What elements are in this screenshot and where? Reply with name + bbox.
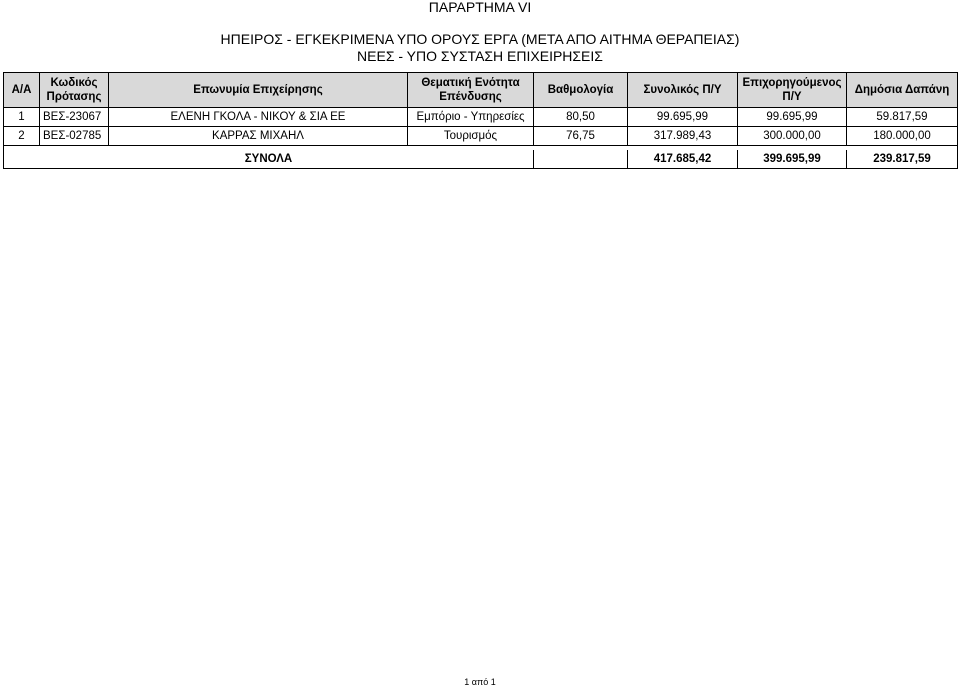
cell-aa: 2 — [4, 127, 40, 146]
header-public-expense: Δημόσια Δαπάνη — [847, 73, 958, 108]
cell-subsidized-budget: 300.000,00 — [738, 127, 847, 146]
cell-business-name: ΕΛΕΝΗ ΓΚΟΛΑ - ΝΙΚΟΥ & ΣΙΑ ΕΕ — [109, 108, 408, 127]
header-subsidized-line1: Επιχορηγούμενος — [742, 77, 842, 89]
header-code — [40, 73, 109, 108]
cell-theme: Εμπόριο - Υπηρεσίες — [408, 108, 534, 127]
document-subtitle-line1: ΗΠΕΙΡΟΣ - ΕΓΚΕΚΡΙΜΕΝΑ ΥΠΟ ΟΡΟΥΣ ΕΡΓΑ (ΜΕΤΑ ΑΠΟ ΑΙΤΗΜΑ ΘΕΡΑΠΕΙΑΣ) — [220, 31, 740, 47]
totals-score-empty — [534, 150, 628, 168]
document-subtitle-line2: ΝΕΕΣ - ΥΠΟ ΣΥΣΤΑΣΗ ΕΠΙΧΕΙΡΗΣΕΙΣ — [357, 48, 603, 64]
cell-aa: 1 — [4, 108, 40, 127]
cell-score: 80,50 — [534, 108, 628, 127]
table-row — [4, 127, 958, 146]
totals-row — [4, 150, 958, 168]
cell-total-budget: 99.695,99 — [628, 108, 738, 127]
header-subsidized-budget — [738, 73, 847, 108]
header-aa: Α/Α — [4, 73, 40, 108]
cell-total-budget: 317.989,43 — [628, 127, 738, 146]
cell-code: ΒΕΣ-23067 — [40, 108, 109, 127]
table-row — [4, 108, 958, 127]
page-footer: 1 από 1 — [464, 677, 496, 687]
totals-subsidized-budget: 399.695,99 — [738, 150, 847, 168]
cell-theme: Τουρισμός — [408, 127, 534, 146]
header-score: Βαθμολογία — [534, 73, 628, 108]
header-theme-line2: Επένδυσης — [439, 91, 502, 103]
cell-code: ΒΕΣ-02785 — [40, 127, 109, 146]
cell-public-expense: 180.000,00 — [847, 127, 958, 146]
table-header-row — [4, 73, 958, 108]
totals-label: ΣΥΝΟΛΑ — [4, 150, 534, 168]
totals-total-budget: 417.685,42 — [628, 150, 738, 168]
cell-public-expense: 59.817,59 — [847, 108, 958, 127]
cell-subsidized-budget: 99.695,99 — [738, 108, 847, 127]
header-total-budget: Συνολικός Π/Υ — [628, 73, 738, 108]
header-business-name: Επωνυμία Επιχείρησης — [109, 73, 408, 108]
cell-business-name: ΚΑΡΡΑΣ ΜΙΧΑΗΛ — [109, 127, 408, 146]
header-theme-line1: Θεματική Ενότητα — [421, 77, 520, 89]
approved-projects-table — [3, 72, 958, 169]
header-code-line1: Κωδικός — [50, 77, 98, 89]
cell-score: 76,75 — [534, 127, 628, 146]
header-theme — [408, 73, 534, 108]
totals-public-expense: 239.817,59 — [847, 150, 958, 168]
header-code-line2: Πρότασης — [46, 91, 102, 103]
header-subsidized-line2: Π/Υ — [782, 91, 802, 103]
annex-title: ΠΑΡΑΡΤΗΜΑ VI — [428, 0, 532, 15]
